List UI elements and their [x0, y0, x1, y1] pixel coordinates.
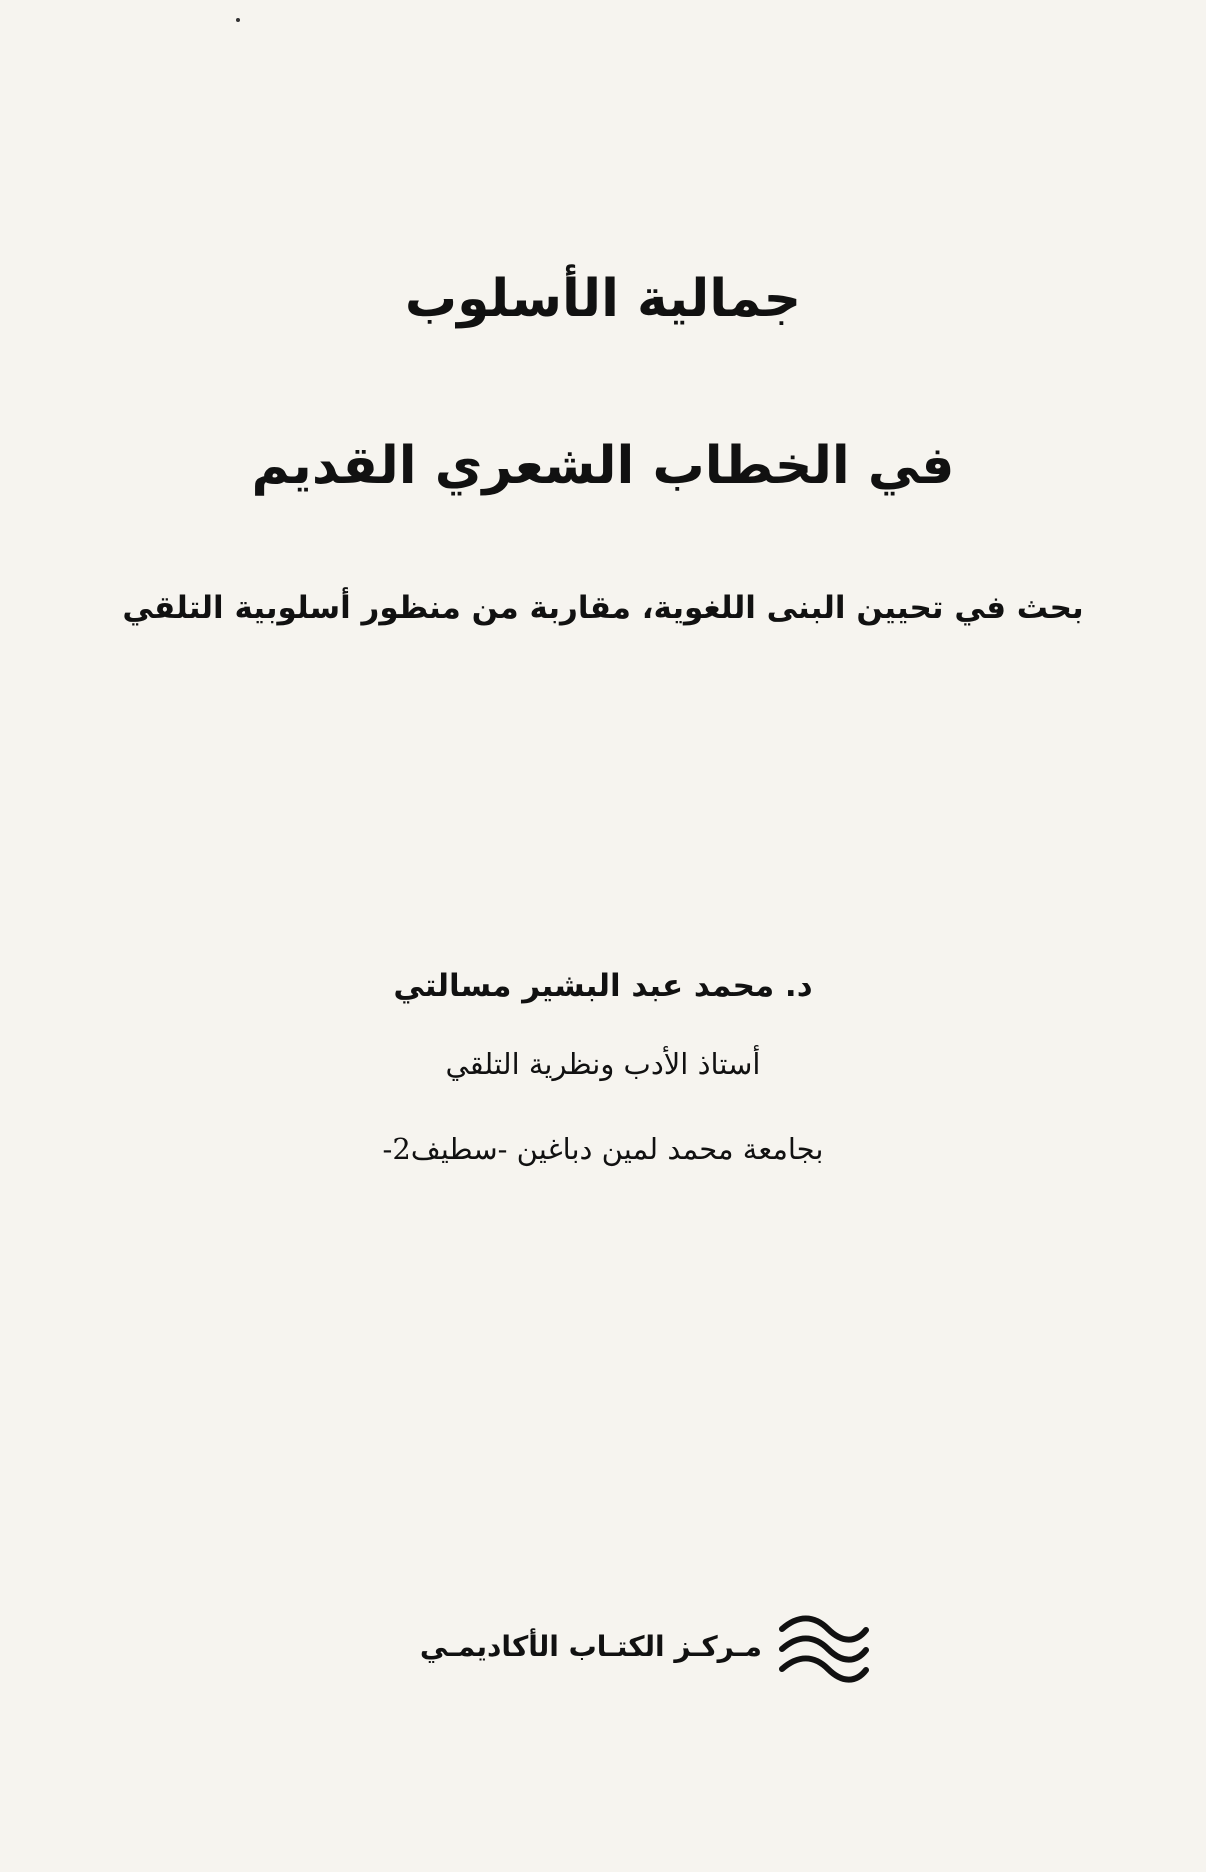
publisher-waves-icon — [778, 1610, 870, 1684]
book-title-line-1: جمالية الأسلوب — [404, 269, 802, 329]
publisher-name: مـركـز الكتـاب الأكاديمـي — [419, 1630, 762, 1663]
book-subtitle: بحث في تحيين البنى اللغوية، مقاربة من منظور أسلوبية التلقي — [122, 590, 1084, 626]
paper-speck — [236, 18, 240, 22]
author-university: بجامعة محمد لمين دباغين -سطيف2- — [382, 1132, 824, 1166]
book-title-line-2: في الخطاب الشعري القديم — [251, 436, 955, 496]
author-position: أستاذ الأدب ونظرية التلقي — [445, 1047, 761, 1081]
publisher-block — [370, 1602, 870, 1694]
author-name: د. محمد عبد البشير مسالتي — [393, 968, 813, 1004]
